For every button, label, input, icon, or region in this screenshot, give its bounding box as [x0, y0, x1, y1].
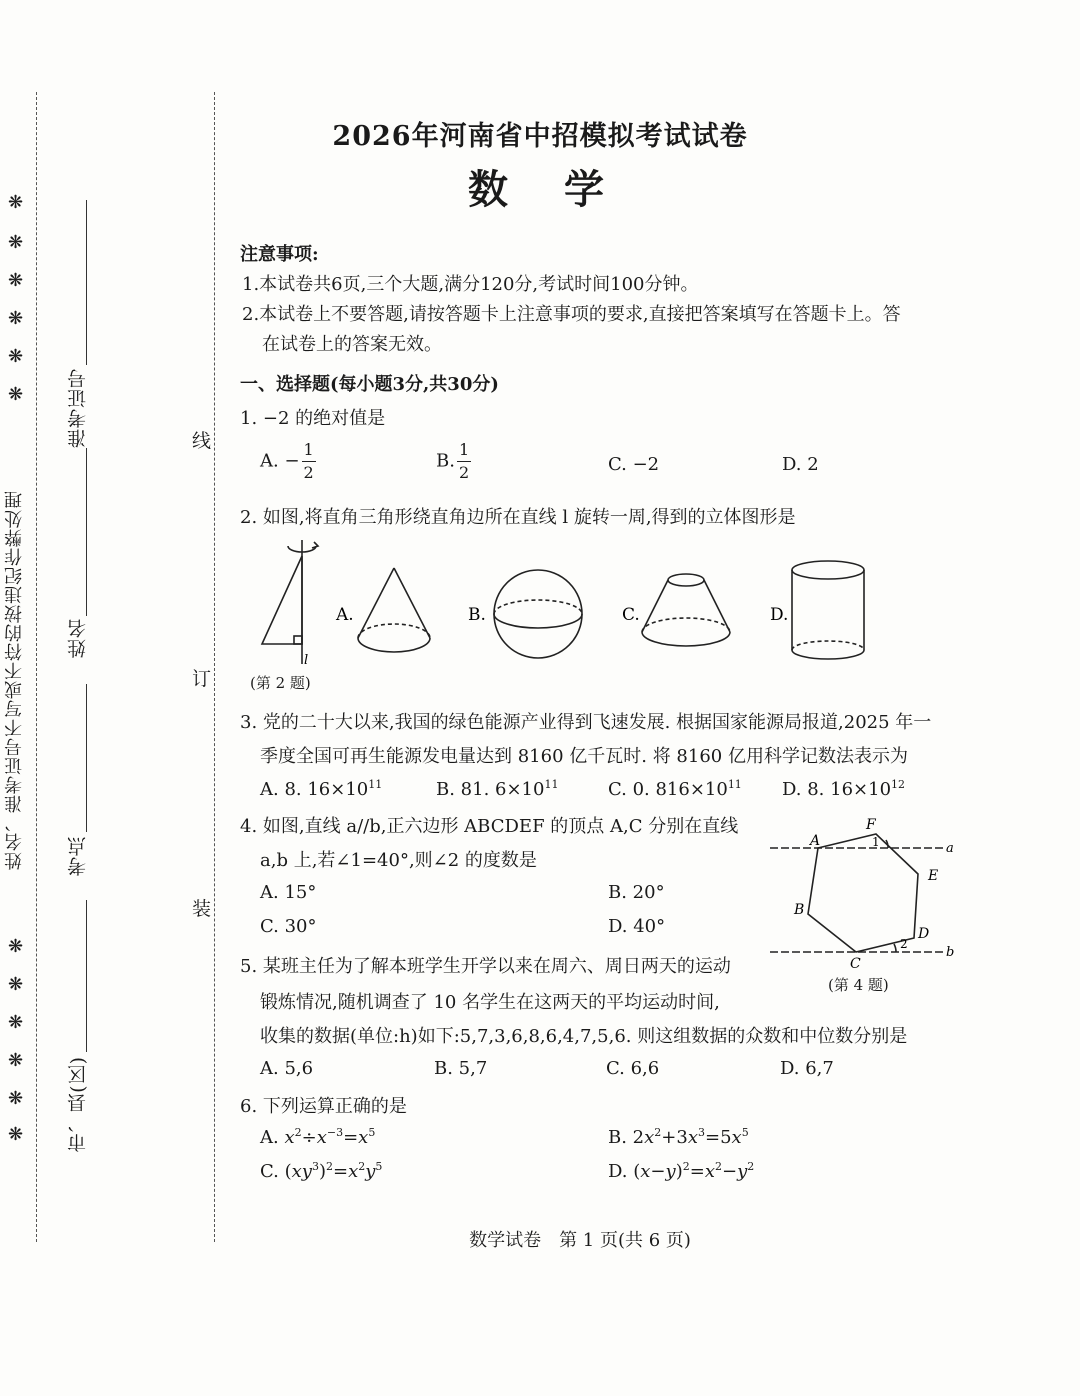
- star-mark: ❋: [8, 232, 24, 253]
- vertex-a-label: A: [810, 833, 821, 849]
- q4-option-a: A. 15°: [260, 882, 317, 903]
- axis-label: l: [304, 653, 309, 668]
- star-mark: ❋: [8, 346, 24, 367]
- city-county-label: 市、县(区): [67, 1056, 89, 1153]
- star-mark: ❋: [8, 1050, 24, 1071]
- star-mark: ❋: [8, 308, 24, 329]
- line-b-label: b: [946, 945, 955, 960]
- exam-site-label: 考点: [67, 836, 89, 876]
- q6-option-a: A. $x^2\div x^{-3}=x^5$: [260, 1126, 376, 1148]
- q6-option-d: D. $(x-y)^2=x^2-y^2$: [608, 1160, 755, 1182]
- q6-stem: 6. 下列运算正确的是: [240, 1096, 407, 1117]
- q1-option-d: D. 2: [782, 454, 819, 475]
- binding-char-ding: 订: [192, 668, 212, 690]
- notes-item-2-cont: 在试卷上的答案无效。: [262, 334, 442, 355]
- binding-char-xian: 线: [192, 430, 212, 452]
- page-footer: 数学试卷 第 1 页(共 6 页): [469, 1230, 691, 1251]
- angle-2-label: 2: [900, 937, 908, 951]
- q4-line-1: 4. 如图,直线 a//b,正六边形 ABCDEF 的顶点 A,C 分别在直线: [240, 816, 739, 837]
- q3-line-1: 3. 党的二十大以来,我国的绿色能源产业得到飞速发展. 根据国家能源局报道,2025 年一: [240, 712, 932, 733]
- left-cut-line: [36, 92, 37, 1242]
- line-a-label: a: [946, 841, 954, 856]
- section1-heading: 一、选择题(每小题3分,共30分): [240, 374, 499, 395]
- q1-stem: 1. −2 的绝对值是: [240, 408, 386, 429]
- vertex-f-label: F: [866, 817, 876, 833]
- q5-option-a: A. 5,6: [260, 1058, 314, 1079]
- name-label: 姓名: [67, 618, 89, 658]
- vertex-b-label: B: [794, 902, 805, 918]
- name-underline[interactable]: [86, 448, 87, 616]
- q4-option-c: C. 30°: [260, 916, 317, 937]
- q5-line-3: 收集的数据(单位:h)如下:5,7,3,6,8,6,4,7,5,6. 则这组数据的众数和中位数分别是: [260, 1026, 908, 1047]
- subject-title: 数 学: [468, 166, 612, 213]
- vertex-d-label: D: [918, 926, 930, 942]
- notes-item-2: 2.本试卷上不要答题,请按答题卡上注意事项的要求,直接把答案填写在答题卡上。答: [242, 304, 901, 325]
- star-mark: ❋: [8, 192, 24, 213]
- q6-option-c: C. $(xy^3)^2=x^2y^5$: [260, 1160, 383, 1182]
- exam-title: 2026年河南省中招模拟考试试卷: [332, 121, 748, 152]
- q3-line-2: 季度全国可再生能源发电量达到 8160 亿千瓦时. 将 8160 亿用科学记数法表示为: [260, 746, 908, 767]
- q3-option-c: C. 0. $816\times 10^{11}$: [608, 778, 742, 800]
- star-mark: ❋: [8, 936, 24, 957]
- star-mark: ❋: [8, 384, 24, 405]
- fraction: $\frac{1}{2}$: [303, 440, 314, 482]
- star-mark: ❋: [8, 1124, 24, 1145]
- sphere-figure[interactable]: [494, 570, 582, 658]
- exam-site-underline[interactable]: [86, 684, 87, 832]
- q5-option-d: D. 6,7: [780, 1058, 834, 1079]
- vertex-e-label: E: [928, 868, 939, 884]
- q6-option-b: B. $2x^2+3x^3=5x^5$: [608, 1126, 749, 1148]
- notes-item-1: 1.本试卷共6页,三个大题,满分120分,考试时间100分钟。: [242, 274, 699, 295]
- q2-option-c[interactable]: C.: [622, 605, 640, 625]
- q3-option-d: D. 8. $16\times 10^{12}$: [782, 778, 906, 800]
- q2-stem: 2. 如图,将直角三角形绕直角边所在直线 l 旋转一周,得到的立体图形是: [240, 507, 796, 528]
- q1-option-a-label: A. −: [260, 450, 300, 472]
- q4-option-b: B. 20°: [608, 882, 665, 903]
- binding-line: [214, 92, 215, 1242]
- q5-option-c: C. 6,6: [606, 1058, 660, 1079]
- q2-option-a[interactable]: A.: [336, 605, 354, 625]
- notes-heading: 注意事项:: [240, 244, 319, 265]
- frustum-figure[interactable]: [642, 574, 730, 646]
- q3-option-b: B. 81. $6\times 10^{11}$: [436, 778, 559, 800]
- vertex-c-label: C: [850, 956, 861, 972]
- q1-option-b: [436, 442, 471, 481]
- fraction: $\frac{1}{2}$: [458, 440, 470, 482]
- q2-option-b[interactable]: B.: [468, 605, 486, 625]
- q1-option-a: [260, 442, 316, 481]
- hexagon-figure: [766, 812, 962, 972]
- q3-option-a: A. 8. $16\times 10^{11}$: [260, 778, 383, 800]
- q5-line-2: 锻炼情况,随机调查了 10 名学生在这两天的平均运动时间,: [260, 992, 720, 1013]
- q4-caption: (第 4 题): [828, 976, 889, 994]
- city-county-underline[interactable]: [86, 900, 87, 1052]
- q2-figures: [240, 532, 890, 690]
- q1-option-c: C. −2: [608, 454, 660, 475]
- cone-figure[interactable]: [358, 568, 430, 652]
- q5-line-1: 5. 某班主任为了解本班学生开学以来在周六、周日两天的运动: [240, 956, 731, 977]
- binding-char-zhuang: 装: [192, 898, 212, 920]
- angle-1-label: 1: [872, 835, 880, 849]
- exam-id-label: 准考证号: [67, 368, 89, 448]
- exam-id-underline[interactable]: [86, 200, 87, 365]
- right-triangle-figure: [262, 540, 318, 664]
- q4-option-d: D. 40°: [608, 916, 666, 937]
- q2-caption: (第 2 题): [250, 674, 311, 692]
- q1-option-b-label: B.: [436, 450, 455, 472]
- q2-option-d[interactable]: D.: [770, 605, 789, 625]
- cheating-warning: 姓名、准考证号不写或不符的按违纪作弊处理: [4, 490, 25, 870]
- star-mark: ❋: [8, 270, 24, 291]
- star-mark: ❋: [8, 1088, 24, 1109]
- cylinder-figure[interactable]: [792, 561, 864, 659]
- q5-option-b: B. 5,7: [434, 1058, 488, 1079]
- star-mark: ❋: [8, 1012, 24, 1033]
- star-mark: ❋: [8, 974, 24, 995]
- q4-line-2: a,b 上,若∠1=40°,则∠2 的度数是: [260, 850, 537, 871]
